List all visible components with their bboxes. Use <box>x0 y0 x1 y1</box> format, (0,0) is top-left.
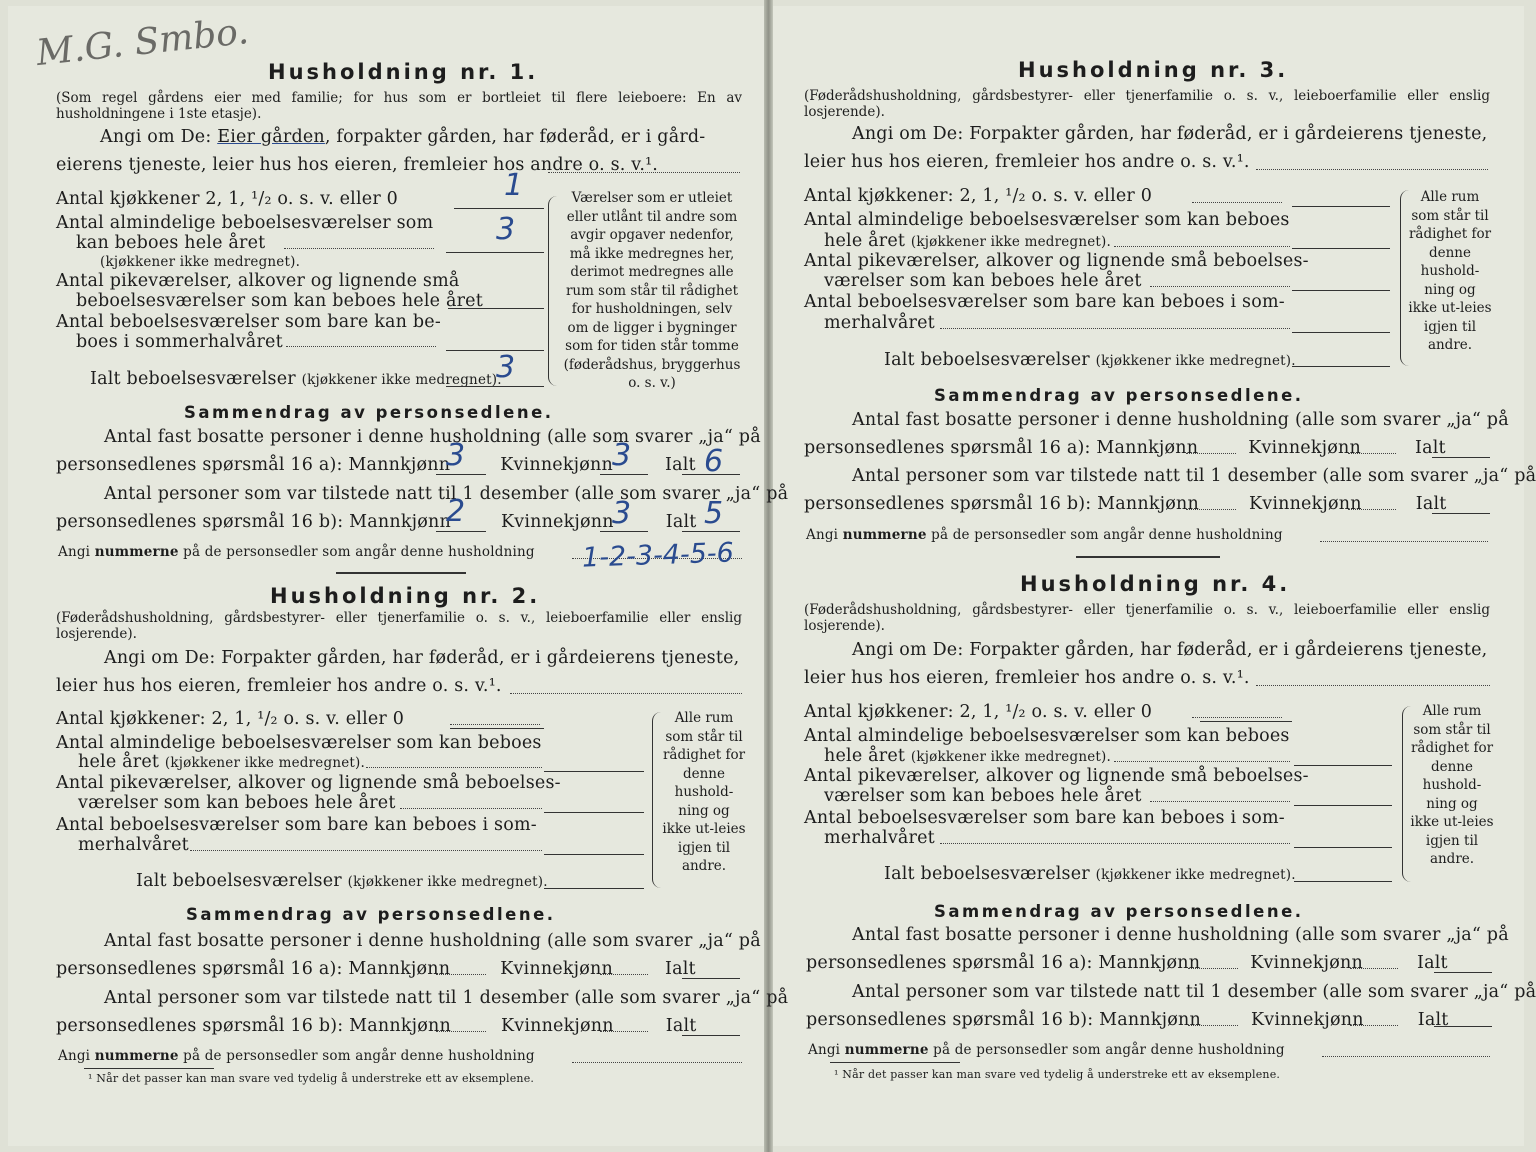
hh2-a-female-field <box>600 974 648 975</box>
hh1-summer-field <box>446 350 544 351</box>
hh3-summer-line2: merhalvåret <box>824 313 935 333</box>
hh2-rooms-dots <box>366 767 542 768</box>
hh4-summary-title: Sammendrag av personsedlene. <box>934 902 1304 921</box>
hh3-summary-a-line2: personsedlenes spørsmål 16 a): Mannkjønn Kvinnekjønn Ialt <box>804 438 1446 458</box>
hh3-rooms-line1: Antal almindelige beboelsesværelser som kan beboes <box>804 210 1290 230</box>
hh3-maid-dots <box>1150 286 1290 287</box>
hh3-total-field <box>1292 366 1390 367</box>
hh4-angi-fill <box>1256 685 1490 686</box>
hh4-summer-dots <box>940 843 1290 844</box>
hh1-rooms-note: (kjøkkener ikke medregnet). <box>100 254 301 270</box>
hh2-summer-dots <box>190 850 542 851</box>
hh4-maid-dots <box>1150 801 1290 802</box>
hh1-summary-a-line1: Antal fast bosatte personer i denne husholdning (alle som svarer „ja“ på <box>104 427 761 447</box>
hh1-rooms-value: 3 <box>496 212 516 247</box>
hh2-summer-line2: merhalvåret <box>78 835 189 855</box>
hh1-rooms-dots <box>284 248 434 249</box>
hh2-title: Husholdning nr. 2. <box>270 584 541 608</box>
hh1-b-female-value: 3 <box>612 496 632 531</box>
hh1-side-note: Værelser som er utleiet eller utlånt til andre som avgir opgaver nedenfor, må ikke medregnes her, derimot medregnes alle rum som står til rådighet for husholdningen, selv om de ligger i bygninger som for tiden står tomme (føderådshus, bryggerhus o. s. v.) <box>563 190 741 391</box>
hh2-a-male-field <box>436 974 486 975</box>
hh2-summary-a-line1: Antal fast bosatte personer i denne husholdning (alle som svarer „ja“ på <box>104 931 761 951</box>
hh1-a-male-field <box>436 474 486 475</box>
hh2-total-field <box>544 888 644 889</box>
hh1-kitchens: Antal kjøkkener 2, 1, ¹/₂ o. s. v. eller 0 <box>56 189 398 209</box>
hh1-summary-a-line2: personsedlenes spørsmål 16 a): Mannkjønn Kvinnekjønn Ialt <box>56 455 696 475</box>
hh2-summary-b-line2: personsedlenes spørsmål 16 b): Mannkjønn Kvinnekjønn Ialt <box>56 1016 697 1036</box>
hh3-a-female-field <box>1348 453 1396 454</box>
hh1-total: Ialt beboelsesværelser (kjøkkener ikke medregnet). <box>90 369 502 389</box>
hh4-kitchens: Antal kjøkkener: 2, 1, ¹/₂ o. s. v. eller 0 <box>804 702 1153 722</box>
hh1-numbers-value: 1-2-3-4-5-6 <box>581 537 735 574</box>
hh2-brace <box>652 712 661 888</box>
hh2-summary-title: Sammendrag av personsedlene. <box>186 905 556 924</box>
hh2-rooms-line1: Antal almindelige beboelsesværelser som kan beboes <box>56 733 542 753</box>
hh2-numbers: Angi nummerne på de personsedler som angår denne husholdning <box>58 1048 535 1064</box>
hh4-a-male-field <box>1188 968 1238 969</box>
hh1-maid-line2: beboelsesværelser som kan beboes hele året <box>76 291 483 311</box>
hh4-summary-b-line1: Antal personer som var tilstede natt til 1 desember (alle som svarer „ja“ på <box>852 982 1536 1002</box>
hh3-b-total-field <box>1432 513 1490 514</box>
hh4-b-total-field <box>1434 1026 1492 1027</box>
hh1-summary-b-line2: personsedlenes spørsmål 16 b): Mannkjønn Kvinnekjønn Ialt <box>56 512 697 532</box>
hh4-footnote-rule <box>830 1062 960 1063</box>
hh2-angi-line1: Angi om De: Forpakter gården, har føderåd, er i gårdeierens tjeneste, <box>104 648 740 668</box>
hh3-kitchens: Antal kjøkkener: 2, 1, ¹/₂ o. s. v. eller 0 <box>804 186 1153 206</box>
hh1-kitchens-value: 1 <box>504 168 524 203</box>
hh3-summary-title: Sammendrag av personsedlene. <box>934 386 1304 405</box>
hh2-summer-field <box>544 854 644 855</box>
hh3-summary-b-line1: Antal personer som var tilstede natt til 1 desember (alle som svarer „ja“ på <box>852 466 1536 486</box>
hh1-a-female-value: 3 <box>612 438 632 473</box>
hh3-b-male-field <box>1186 509 1236 510</box>
hh2-numbers-dots <box>572 1062 742 1063</box>
hh4-angi-line1: Angi om De: Forpakter gården, har føderåd, er i gårdeierens tjeneste, <box>852 640 1488 660</box>
hh1-b-total-value: 5 <box>704 496 724 531</box>
hh4-numbers: Angi nummerne på de personsedler som angår denne husholdning <box>808 1042 1285 1058</box>
hh1-separator <box>336 572 466 574</box>
hh4-kitchens-field <box>1200 721 1292 722</box>
hh3-summary-b-line2: personsedlenes spørsmål 16 b): Mannkjønn Kvinnekjønn Ialt <box>804 494 1447 514</box>
hh1-a-female-field <box>600 474 648 475</box>
hh3-b-female-field <box>1348 509 1396 510</box>
hh1-angi-line1: Angi om De: Eier gården, forpakter gården, har føderåd, er i gård- <box>100 127 706 147</box>
hh2-b-male-field <box>436 1031 486 1032</box>
hh2-kitchens-dots <box>450 724 540 725</box>
hh3-kitchens-field <box>1292 206 1390 207</box>
pencil-annotation: M.G. Smbo. <box>34 10 251 75</box>
hh1-rooms-line1: Antal almindelige beboelsesværelser som <box>56 213 434 233</box>
hh1-angi-owner-option: Eier gården <box>217 127 325 147</box>
hh1-kitchens-field <box>454 208 544 209</box>
hh2-rooms-field <box>544 771 644 772</box>
hh3-intro: (Føderådshusholdning, gårdsbestyrer- eller tjenerfamilie o. s. v., leieboerfamilie eller enslig losjerende). <box>804 88 1490 120</box>
hh2-b-total-field <box>682 1035 740 1036</box>
hh2-maid-line2: værelser som kan beboes hele året <box>78 793 396 813</box>
hh2-angi-line2: leier hus hos eieren, fremleier hos andre o. s. v.¹. <box>56 676 502 696</box>
hh1-total-field <box>446 386 544 387</box>
hh2-angi-fill <box>510 693 742 694</box>
hh1-rooms-field <box>446 252 544 253</box>
hh4-maid-line2: værelser som kan beboes hele året <box>824 786 1142 806</box>
hh4-maid-field <box>1294 805 1392 806</box>
hh1-b-male-field <box>436 531 486 532</box>
hh3-maid-line1: Antal pikeværelser, alkover og lignende små beboelses- <box>804 251 1309 271</box>
hh3-numbers: Angi nummerne på de personsedler som angår denne husholdning <box>806 527 1283 543</box>
hh4-rooms-dots <box>1114 761 1290 762</box>
hh2-maid-line1: Antal pikeværelser, alkover og lignende små beboelses- <box>56 773 561 793</box>
hh1-b-total-field <box>682 531 740 532</box>
hh4-side-note: Alle rum som står til rådighet for denne hushold-ning og ikke ut-leies igjen til andre. <box>1410 703 1494 867</box>
hh2-summary-b-line1: Antal personer som var tilstede natt til 1 desember (alle som svarer „ja“ på <box>104 988 789 1008</box>
hh3-rooms-dots <box>1114 246 1290 247</box>
hh1-summer-dots <box>286 346 436 347</box>
hh1-b-male-value: 2 <box>446 494 466 529</box>
hh2-kitchens: Antal kjøkkener: 2, 1, ¹/₂ o. s. v. eller 0 <box>56 709 405 729</box>
hh1-angi-fill <box>548 172 740 173</box>
hh1-intro: (Som regel gårdens eier med familie; for hus som er bortleiet til flere leieboere: En av husholdningene i 1ste etasje). <box>56 90 742 122</box>
hh1-b-female-field <box>600 531 648 532</box>
hh4-angi-line2: leier hus hos eieren, fremleier hos andre o. s. v.¹. <box>804 668 1250 688</box>
hh1-numbers: Angi nummerne på de personsedler som angår denne husholdning <box>58 544 535 560</box>
hh3-a-total-field <box>1432 457 1490 458</box>
hh4-b-female-field <box>1350 1025 1398 1026</box>
hh3-maid-field <box>1292 290 1390 291</box>
hh4-title: Husholdning nr. 4. <box>1020 572 1291 596</box>
hh4-rooms-line2: hele året (kjøkkener ikke medregnet). <box>824 746 1111 766</box>
hh3-maid-line2: værelser som kan beboes hele året <box>824 271 1142 291</box>
hh3-summer-line1: Antal beboelsesværelser som bare kan beboes i som- <box>804 292 1285 312</box>
hh4-summer-line2: merhalvåret <box>824 828 935 848</box>
hh1-summary-title: Sammendrag av personsedlene. <box>184 403 554 422</box>
hh3-angi-fill <box>1256 169 1488 170</box>
hh2-summary-a-line2: personsedlenes spørsmål 16 a): Mannkjønn Kvinnekjønn Ialt <box>56 959 696 979</box>
hh1-rooms-line2: kan beboes hele året <box>76 233 266 253</box>
hh1-maid-field <box>448 308 544 309</box>
hh3-a-male-field <box>1186 453 1236 454</box>
hh3-separator <box>1076 556 1220 558</box>
hh4-summary-a-line1: Antal fast bosatte personer i denne husholdning (alle som svarer „ja“ på <box>852 925 1509 945</box>
hh4-a-total-field <box>1434 972 1492 973</box>
hh2-side-note: Alle rum som står til rådighet for denne hushold-ning og ikke ut-leies igjen til andre. <box>662 710 746 874</box>
hh1-brace <box>548 196 557 386</box>
hh3-angi-line1: Angi om De: Forpakter gården, har føderåd, er i gårdeierens tjeneste, <box>852 124 1488 144</box>
hh3-numbers-dots <box>1320 541 1488 542</box>
hh2-kitchens-field <box>450 728 544 729</box>
hh4-summary-b-line2: personsedlenes spørsmål 16 b): Mannkjønn Kvinnekjønn Ialt <box>806 1010 1449 1030</box>
hh1-a-male-value: 3 <box>446 438 466 473</box>
hh4-summer-field <box>1294 847 1392 848</box>
hh3-rooms-field <box>1292 248 1390 249</box>
hh1-angi-line2: eierens tjeneste, leier hus hos eieren, fremleier hos andre o. s. v.¹. <box>56 155 659 175</box>
hh1-a-total-value: 6 <box>704 444 724 479</box>
hh2-footnote-rule <box>84 1068 214 1069</box>
hh4-a-female-field <box>1350 968 1398 969</box>
hh3-kitchens-dots <box>1192 202 1282 203</box>
hh3-rooms-line2: hele året (kjøkkener ikke medregnet). <box>824 231 1111 251</box>
hh2-maid-dots <box>400 808 542 809</box>
hh1-title: Husholdning nr. 1. <box>268 60 539 84</box>
hh4-maid-line1: Antal pikeværelser, alkover og lignende små beboelses- <box>804 766 1309 786</box>
hh2-intro: (Føderådshusholdning, gårdsbestyrer- eller tjenerfamilie o. s. v., leieboerfamilie eller enslig losjerende). <box>56 610 742 642</box>
hh2-total: Ialt beboelsesværelser (kjøkkener ikke medregnet). <box>136 871 548 891</box>
hh1-summer-line1: Antal beboelsesværelser som bare kan be- <box>56 312 441 332</box>
hh2-summer-line1: Antal beboelsesværelser som bare kan beboes i som- <box>56 815 537 835</box>
hh4-footnote: ¹ Når det passer kan man svare ved tydelig å understreke ett av eksemplene. <box>834 1068 1281 1081</box>
page-gutter <box>764 0 773 1152</box>
hh4-total: Ialt beboelsesværelser (kjøkkener ikke medregnet). <box>884 864 1296 884</box>
hh2-b-female-field <box>600 1031 648 1032</box>
hh3-summary-a-line1: Antal fast bosatte personer i denne husholdning (alle som svarer „ja“ på <box>852 410 1509 430</box>
hh1-summer-line2: boes i sommerhalvåret <box>76 332 283 352</box>
hh3-side-note: Alle rum som står til rådighet for denne hushold-ning og ikke ut-leies igjen til andre. <box>1408 189 1492 353</box>
hh3-angi-line2: leier hus hos eieren, fremleier hos andre o. s. v.¹. <box>804 152 1250 172</box>
hh4-kitchens-dots <box>1192 717 1282 718</box>
hh4-summer-line1: Antal beboelsesværelser som bare kan beboes i som- <box>804 808 1285 828</box>
hh4-summary-a-line2: personsedlenes spørsmål 16 a): Mannkjønn Kvinnekjønn Ialt <box>806 953 1448 973</box>
hh1-summary-b-line1: Antal personer som var tilstede natt til 1 desember (alle som svarer „ja“ på <box>104 484 789 504</box>
hh1-maid-line1: Antal pikeværelser, alkover og lignende små <box>56 271 460 291</box>
hh2-footnote: ¹ Når det passer kan man svare ved tydelig å understreke ett av eksemplene. <box>88 1072 535 1085</box>
hh3-title: Husholdning nr. 3. <box>1018 58 1289 82</box>
hh1-total-value: 3 <box>496 350 516 385</box>
hh2-rooms-line2: hele året (kjøkkener ikke medregnet). <box>78 752 365 772</box>
hh4-intro: (Føderådshusholdning, gårdsbestyrer- eller tjenerfamilie o. s. v., leieboerfamilie eller enslig losjerende). <box>804 602 1490 634</box>
hh4-numbers-dots <box>1322 1056 1490 1057</box>
hh3-total: Ialt beboelsesværelser (kjøkkener ikke medregnet). <box>884 350 1296 370</box>
hh2-maid-field <box>544 812 644 813</box>
hh3-summer-dots <box>940 328 1290 329</box>
hh4-b-male-field <box>1188 1025 1238 1026</box>
hh4-total-field <box>1294 881 1392 882</box>
hh4-rooms-line1: Antal almindelige beboelsesværelser som kan beboes <box>804 726 1290 746</box>
hh2-a-total-field <box>682 978 740 979</box>
hh3-summer-field <box>1292 332 1390 333</box>
